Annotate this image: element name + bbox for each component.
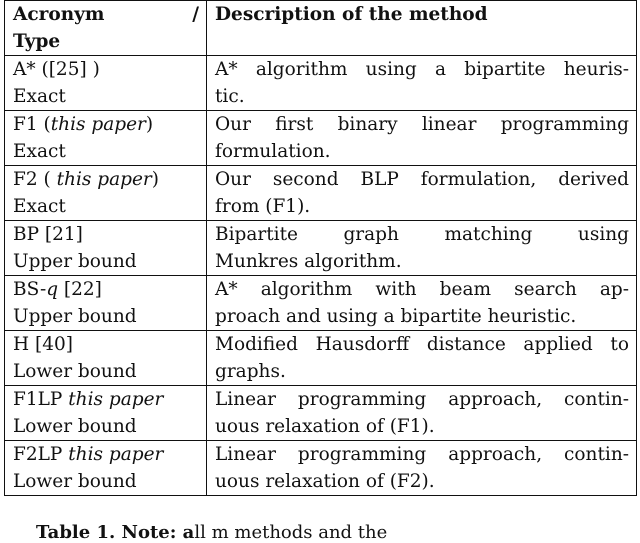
description-cell [207, 441, 637, 496]
description-line: Bipartite graph matching using [215, 224, 629, 245]
acronym-text: BP [21] [13, 224, 83, 245]
table-header-row [5, 1, 637, 56]
acronym-cell [5, 276, 207, 331]
method-type: Upper bound [13, 251, 137, 272]
table-row [5, 386, 637, 441]
acronym-source: this paper [56, 169, 152, 190]
header-acronym-type [5, 1, 207, 56]
description-cell [207, 111, 637, 166]
method-type: Exact [13, 196, 66, 217]
description-line: Linear programming approach, contin- [215, 389, 629, 410]
table-caption [36, 522, 387, 543]
acronym-text: H [40] [13, 334, 73, 355]
acronym-text: A* ([25] ) [13, 59, 100, 80]
acronym-paren: ) [151, 169, 159, 190]
acronym-cell [5, 56, 207, 111]
table-row [5, 276, 637, 331]
method-type: Exact [13, 141, 66, 162]
description-line: from (F1). [215, 196, 311, 217]
table-row [5, 221, 637, 276]
acronym-paren: ) [145, 114, 154, 135]
acronym-text: F1 ( [13, 114, 51, 135]
acronym-ref: [22] [58, 279, 102, 300]
description-line: A* algorithm with beam search ap- [215, 279, 629, 300]
description-line: graphs. [215, 361, 286, 382]
header-type-label: Type [13, 31, 61, 52]
method-type: Lower bound [13, 471, 137, 492]
acronym-text: F2LP [13, 444, 69, 465]
description-line: Munkres algorithm. [215, 251, 402, 272]
table-row [5, 56, 637, 111]
caption-label: Table 1. Note: a [36, 522, 195, 543]
acronym-cell [5, 166, 207, 221]
method-type: Exact [13, 86, 66, 107]
acronym-text: F1LP [13, 389, 69, 410]
acronym-text: BS- [13, 279, 47, 300]
description-line: formulation. [215, 141, 331, 162]
method-type: Lower bound [13, 416, 137, 437]
method-type: Lower bound [13, 361, 137, 382]
description-line: A* algorithm using a bipartite heuris- [215, 59, 629, 80]
acronym-text: F2 ( [13, 169, 57, 190]
acronym-source: this paper [68, 444, 164, 465]
acronym-cell [5, 221, 207, 276]
description-cell [207, 166, 637, 221]
acronym-cell [5, 111, 207, 166]
description-line: Our second BLP formulation, derived [215, 169, 629, 190]
acronym-cell [5, 441, 207, 496]
description-line: uous relaxation of (F2). [215, 471, 435, 492]
description-line: Modified Hausdorff distance applied to [215, 334, 629, 355]
header-slash: / [192, 4, 199, 25]
description-cell [207, 221, 637, 276]
header-description-label: Description of the method [215, 4, 488, 25]
description-cell [207, 276, 637, 331]
table-row [5, 166, 637, 221]
description-line: Linear programming approach, contin- [215, 444, 629, 465]
acronym-source: this paper [50, 114, 146, 135]
acronym-variable: q [46, 279, 59, 300]
description-cell [207, 331, 637, 386]
method-type: Upper bound [13, 306, 137, 327]
acronym-cell [5, 331, 207, 386]
methods-table [4, 0, 637, 496]
acronym-cell [5, 386, 207, 441]
caption-text: ll m methods and the [194, 522, 388, 543]
table-row [5, 331, 637, 386]
description-line: proach and using a bipartite heuristic. [215, 306, 577, 327]
header-description [207, 1, 637, 56]
description-cell [207, 386, 637, 441]
header-acronym-label: Acronym [13, 4, 105, 25]
description-line: tic. [215, 86, 245, 107]
description-line: Our first binary linear programming [215, 114, 629, 135]
table-row [5, 441, 637, 496]
description-cell [207, 56, 637, 111]
table-row [5, 111, 637, 166]
description-line: uous relaxation of (F1). [215, 416, 435, 437]
acronym-source: this paper [68, 389, 164, 410]
